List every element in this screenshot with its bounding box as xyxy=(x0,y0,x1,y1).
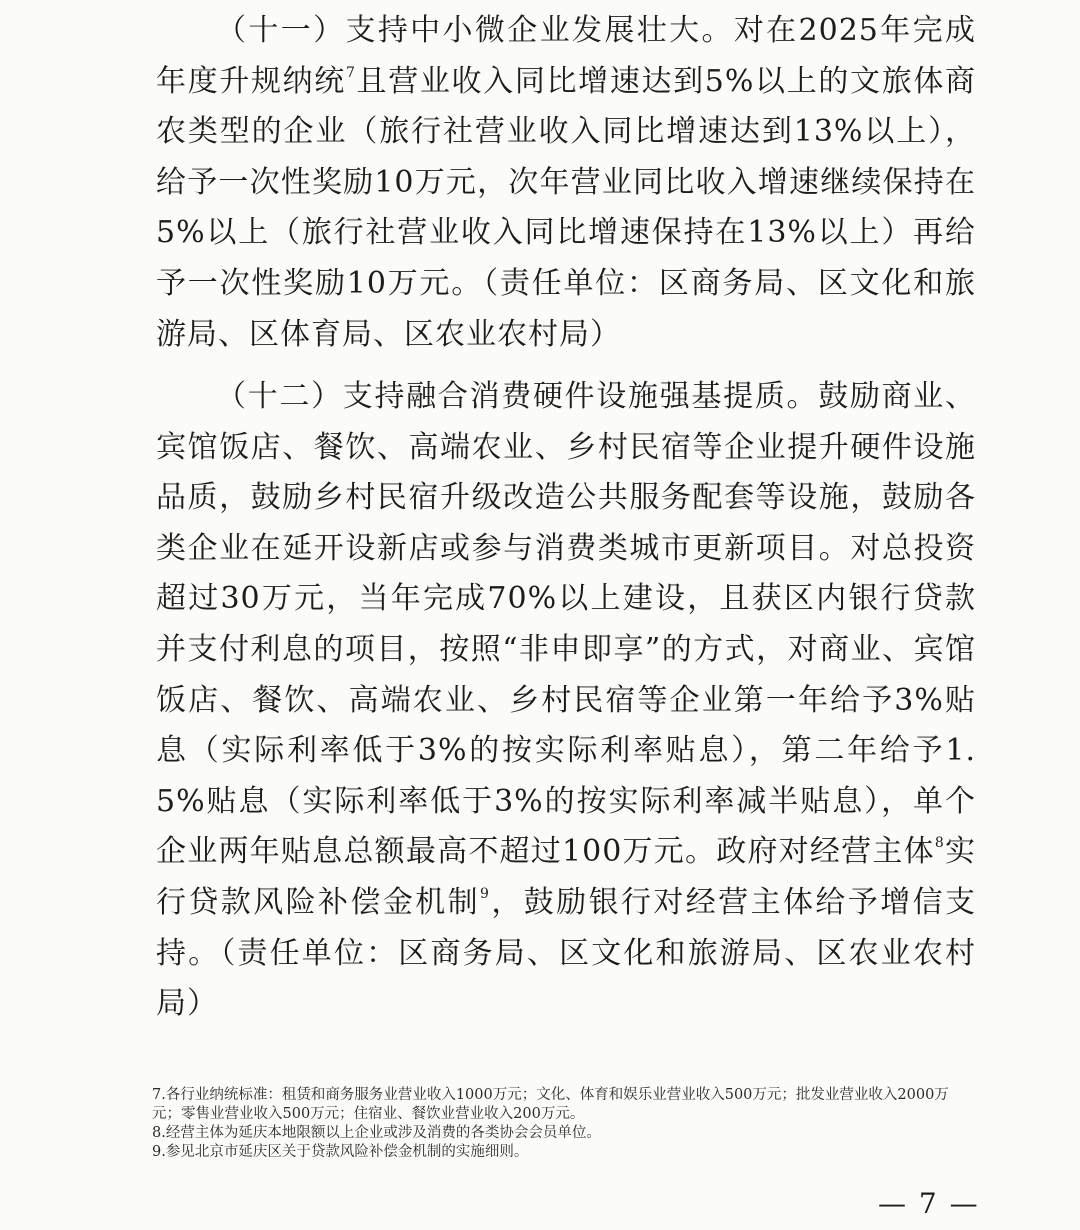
footnote-ref-9: 9 xyxy=(480,885,490,902)
footnote-7: 7.各行业纳统标准：租赁和商务服务业营业收入1000万元；文化、体育和娱乐业营业收入500万元；批发业营业收入2000万元；零售业营业收入500万元；住宿业、餐饮业营业收入200万元。 xyxy=(152,1087,949,1122)
paragraph-twelve-text-start: （十二）支持融合消费硬件设施强基提质。鼓励商业、宾馆饭店、餐饮、高端农业、乡村民宿等企业提升硬件设施品质，鼓励乡村民宿升级改造公共服务配套等设施，鼓励各类企业在延开设新店或参与消费类城市更新项目。对总投资超过30万元，当年完成70%以上建设，且获区内银行贷款并支付利息的项目，按照“非申即享”的方式，对商业、宾馆饭店、餐饮、高端农业、乡村民宿等企业第一年给予3%贴息（实际利率低于3%的按实际利率贴息），第二年给予1.5%贴息（实际利率低于3%的按实际利率减半贴息），单个企业两年贴息总额最高不超过100万元。政府对经营主体 xyxy=(156,379,976,870)
footnotes-section xyxy=(152,1086,972,1162)
footnote-9: 9.参见北京市延庆区关于贷款风险补偿金机制的实施细则。 xyxy=(152,1144,529,1160)
footnote-8: 8.经营主体为延庆本地限额以上企业或涉及消费的各类协会会员单位。 xyxy=(152,1125,601,1141)
paragraph-twelve xyxy=(156,372,976,1030)
page-number: — 7 — xyxy=(878,1187,980,1220)
paragraph-twelve-text-middle: 实行贷款风险补偿金机制 xyxy=(156,834,976,920)
paragraph-eleven-text-end: 且营业收入同比增速达到5%以上的文旅体商农类型的企业（旅行社营业收入同比增速达到13%以上），给予一次性奖励10万元，次年营业同比收入增速继续保持在5%以上（旅行社营业收入同比增速保持在13%以上）再给予一次性奖励10万元。（责任单位：区商务局、区文化和旅游局、区体育局、区农业农村局） xyxy=(156,63,977,352)
paragraph-eleven xyxy=(156,6,976,360)
paragraph-twelve-text-end: ，鼓励银行对经营主体给予增信支持。（责任单位：区商务局、区文化和旅游局、区农业农村局） xyxy=(156,884,976,1022)
footnote-ref-8: 8 xyxy=(934,835,945,852)
footnote-ref-7: 7 xyxy=(345,64,356,81)
paragraph-eleven-text-start: （十一）支持中小微企业发展壮大。对在2025年完成年度升规纳统 xyxy=(156,13,976,99)
